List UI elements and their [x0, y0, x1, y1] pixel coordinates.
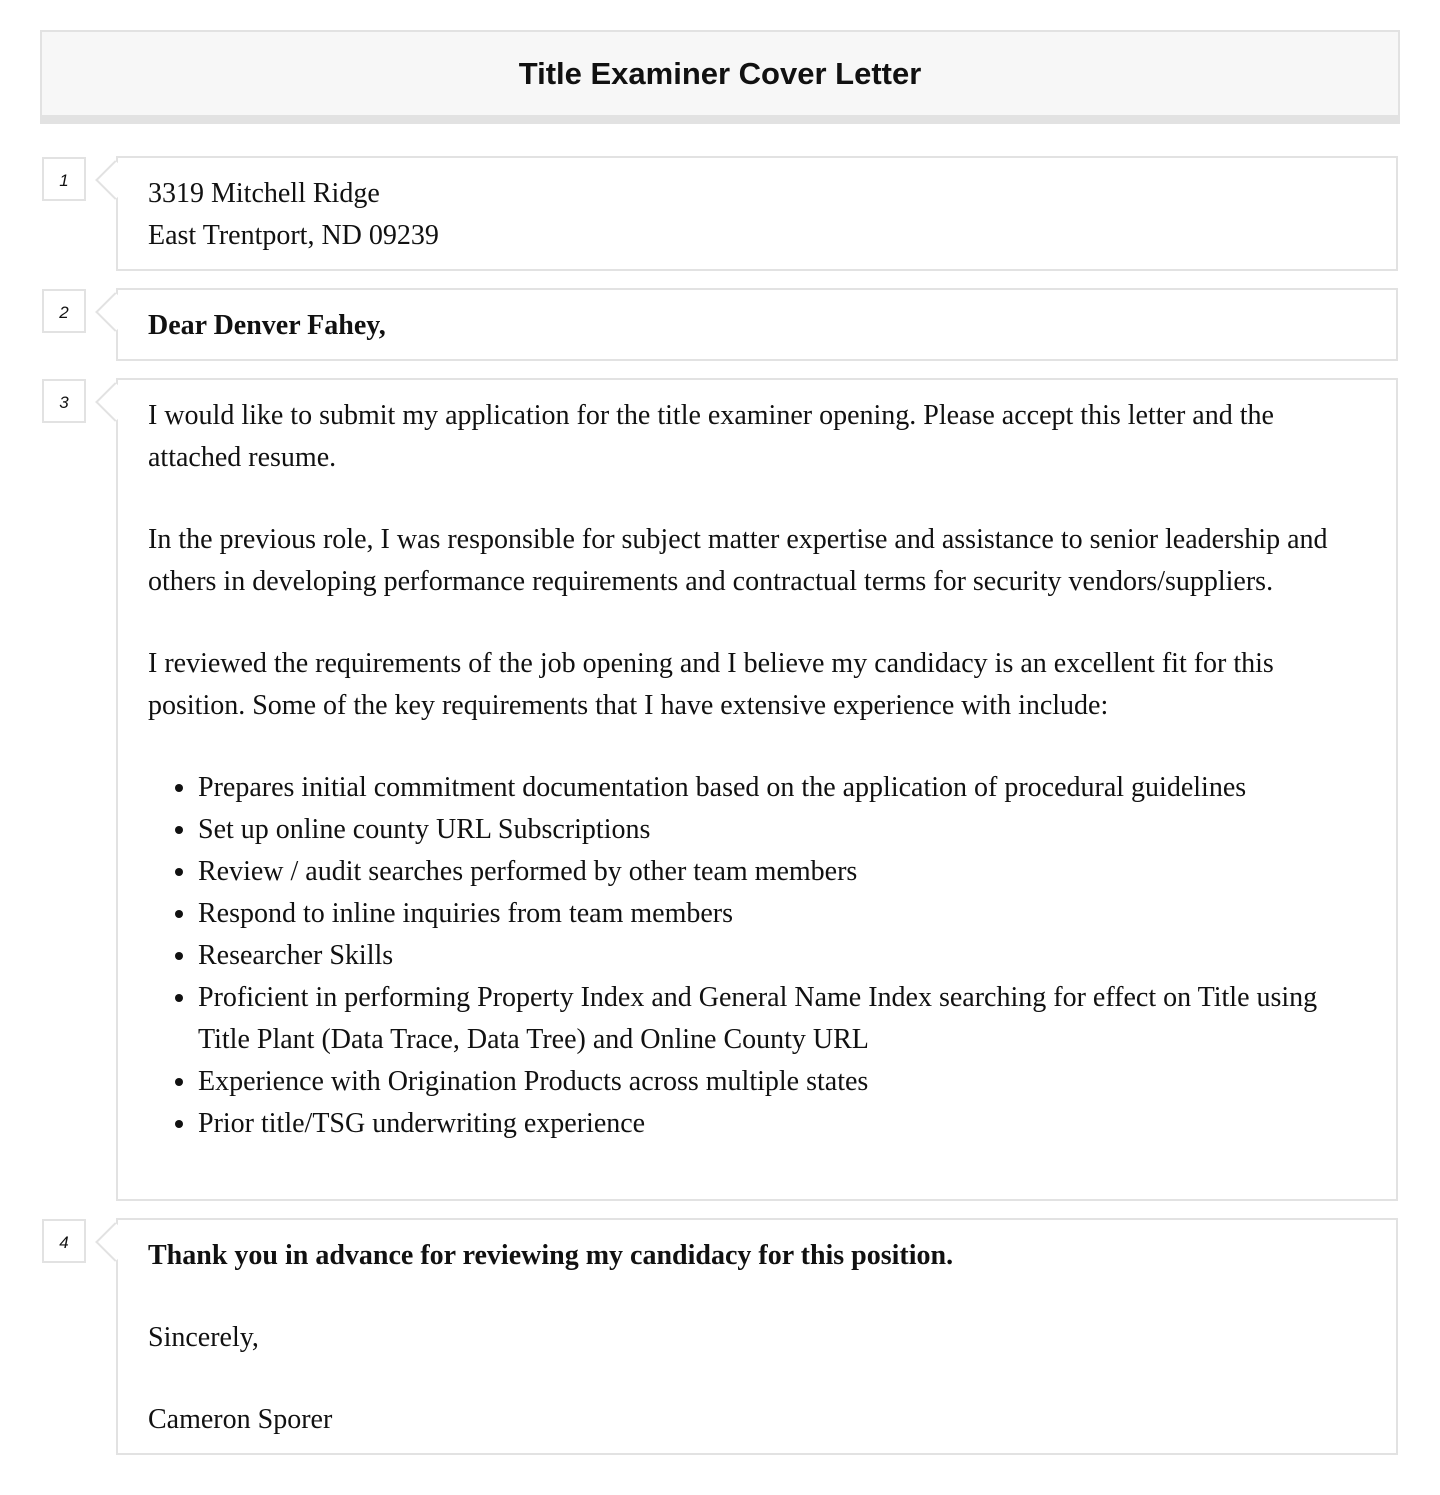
card-pointer [95, 382, 135, 422]
list-item: • Experience with Origination Products across multiple states [198, 1061, 1366, 1103]
page-header [40, 30, 1400, 124]
section-number: 2 [42, 289, 86, 333]
section-number: 3 [42, 379, 86, 423]
address-card [116, 156, 1398, 271]
list-item: • Review / audit searches performed by other team members [198, 851, 1366, 893]
list-item: • Researcher Skills [198, 935, 1366, 977]
card-pointer [95, 160, 135, 200]
section-number: 4 [42, 1219, 86, 1263]
body-card [116, 378, 1398, 1201]
closing-card [116, 1218, 1398, 1455]
address-line-2: East Trentport, ND 09239 [148, 220, 439, 251]
list-item: • Proficient in performing Property Index and General Name Index searching for effect on Title using Title Plant (Data Trace, Data Tree) and Online County URL [198, 977, 1366, 1061]
card-pointer [95, 292, 135, 332]
list-item: • Set up online county URL Subscriptions [198, 809, 1366, 851]
closing-statement: Thank you in advance for reviewing my candidacy for this position. [148, 1240, 954, 1271]
list-item: • Prior title/TSG underwriting experience [198, 1103, 1366, 1145]
body-paragraph-2: In the previous role, I was responsible for subject matter expertise and assistance to senior leadership and others in developing performance requirements and contractual terms for security vendors/suppliers. [148, 524, 1328, 597]
section-number: 1 [42, 157, 86, 201]
signoff: Sincerely, [148, 1322, 259, 1353]
list-item: • Prepares initial commitment documentation based on the application of procedural guidelines [198, 767, 1366, 809]
page-title: Title Examiner Cover Letter [518, 55, 922, 91]
address-line-1: 3319 Mitchell Ridge [148, 178, 380, 209]
card-pointer [95, 1222, 135, 1262]
greeting-card [116, 288, 1398, 361]
greeting: Dear Denver Fahey, [148, 310, 386, 341]
body-paragraph-3: I reviewed the requirements of the job opening and I believe my candidacy is an excellent fit for this position. Some of the key requirements that I have extensive experience with include: [148, 648, 1274, 721]
list-item: • Respond to inline inquiries from team members [198, 893, 1366, 935]
body-paragraph-1: I would like to submit my application for the title examiner opening. Please accept this letter and the attached resume. [148, 400, 1274, 473]
signature-name: Cameron Sporer [148, 1404, 333, 1435]
requirements-list [148, 767, 1366, 1145]
